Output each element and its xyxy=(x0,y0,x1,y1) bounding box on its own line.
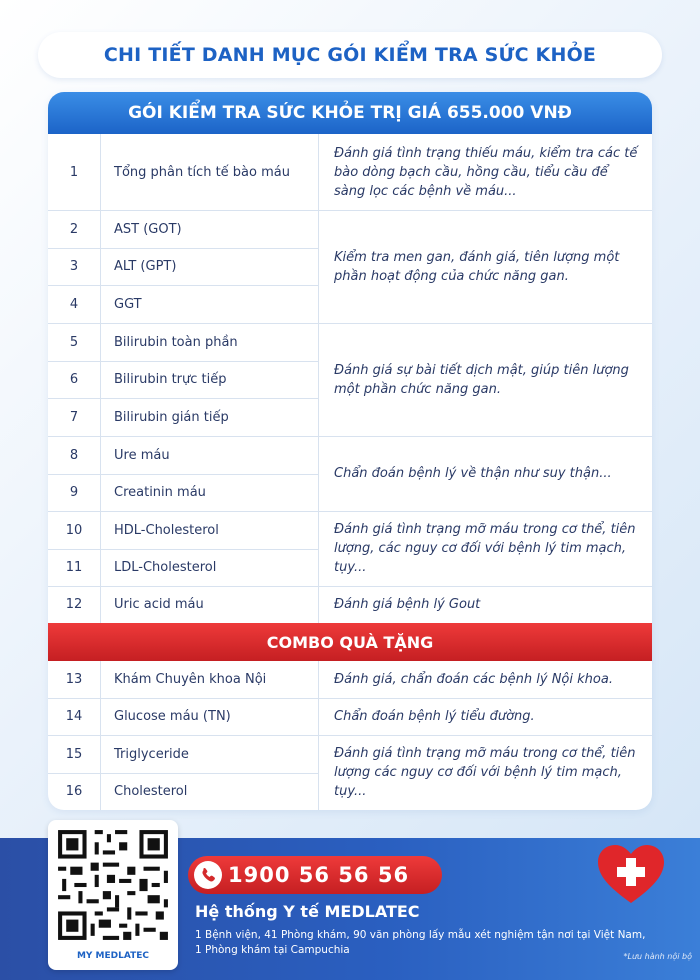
phone-icon xyxy=(194,861,222,889)
qr-card[interactable] xyxy=(48,820,178,970)
row-number: 6 xyxy=(69,372,79,387)
test-description: Đánh giá tình trạng mỡ máu trong cơ thể, tiên lượng, các nguy cơ đối với bệnh lý tim mạch, tụy... xyxy=(334,522,636,575)
test-name: Khám Chuyên khoa Nội xyxy=(114,672,267,687)
combo-header xyxy=(48,623,652,661)
row-number: 13 xyxy=(65,672,83,687)
test-name: Bilirubin gián tiếp xyxy=(114,409,229,425)
test-name: AST (GOT) xyxy=(114,221,182,237)
test-name: GGT xyxy=(114,296,142,312)
test-description: Chẩn đoán bệnh lý tiểu đường. xyxy=(334,709,535,724)
package-table xyxy=(48,92,652,810)
heart-cross-icon xyxy=(596,843,666,905)
test-name: ALT (GPT) xyxy=(114,259,177,274)
hotline-number: 1900 56 56 56 xyxy=(228,863,410,887)
test-name: Tổng phân tích tế bào máu xyxy=(114,164,290,180)
grid-line xyxy=(318,134,319,623)
row-number: 1 xyxy=(69,164,79,180)
qr-code-icon xyxy=(54,826,172,944)
brand-name: Hệ thống Y tế MEDLATEC xyxy=(195,902,420,921)
row-number: 5 xyxy=(69,334,79,350)
test-name: Bilirubin trực tiếp xyxy=(114,372,227,387)
row-number: 9 xyxy=(69,485,79,500)
combo-title: COMBO QUÀ TẶNG xyxy=(266,632,434,652)
page-title xyxy=(38,32,662,78)
package-header xyxy=(48,92,652,134)
test-name: Uric acid máu xyxy=(114,597,204,612)
row-number: 12 xyxy=(65,597,83,612)
test-name: LDL-Cholesterol xyxy=(114,560,217,575)
row-number: 14 xyxy=(65,709,83,724)
row-number: 7 xyxy=(69,409,79,425)
test-description: Đánh giá tình trạng thiếu máu, kiểm tra các tế bào dòng bạch cầu, hồng cầu, tiểu cầu để sàng lọc các bệnh về máu... xyxy=(334,145,638,199)
test-name: Bilirubin toàn phần xyxy=(114,334,238,350)
row-number: 11 xyxy=(65,560,83,575)
test-name: HDL-Cholesterol xyxy=(114,522,219,538)
test-name: Creatinin máu xyxy=(114,485,206,500)
row-number: 8 xyxy=(69,447,79,463)
test-name: Glucose máu (TN) xyxy=(114,709,231,724)
row-number: 16 xyxy=(65,784,83,799)
hotline-button[interactable] xyxy=(188,856,442,894)
test-description: Kiểm tra men gan, đánh giá, tiên lượng một phần hoạt động của chức năng gan. xyxy=(334,249,620,284)
row-number: 10 xyxy=(65,522,83,538)
qr-label: MY MEDLATEC xyxy=(76,951,150,961)
address-text: 1 Bệnh viện, 41 Phòng khám, 90 văn phòng lấy mẫu xét nghiệm tận nơi tại Việt Nam, 1 Phòng khám tại Campuchia xyxy=(195,929,646,956)
test-description: Đánh giá tình trạng mỡ máu trong cơ thể, tiên lượng các nguy cơ đối với bệnh lý tim mạch, tụy... xyxy=(334,746,636,799)
test-description: Đánh giá bệnh lý Gout xyxy=(334,597,481,612)
row-number: 15 xyxy=(65,746,83,762)
row-number: 3 xyxy=(69,259,79,274)
test-name: Cholesterol xyxy=(114,784,188,799)
row-number: 4 xyxy=(69,296,79,312)
test-description: Đánh giá, chẩn đoán các bệnh lý Nội khoa. xyxy=(334,672,613,687)
internal-note: *Lưu hành nội bộ xyxy=(623,952,692,961)
page-title-text: CHI TIẾT DANH MỤC GÓI KIỂM TRA SỨC KHỎE xyxy=(103,44,597,66)
test-name: Triglyceride xyxy=(114,746,189,762)
row-number: 2 xyxy=(69,221,79,237)
package-title: GÓI KIỂM TRA SỨC KHỎE TRỊ GIÁ 655.000 VNĐ xyxy=(128,103,572,123)
test-description: Đánh giá sự bài tiết dịch mật, giúp tiên lượng một phần chức năng gan. xyxy=(334,362,629,397)
test-description: Chẩn đoán bệnh lý về thận như suy thận... xyxy=(334,466,612,481)
test-name: Ure máu xyxy=(114,447,170,463)
